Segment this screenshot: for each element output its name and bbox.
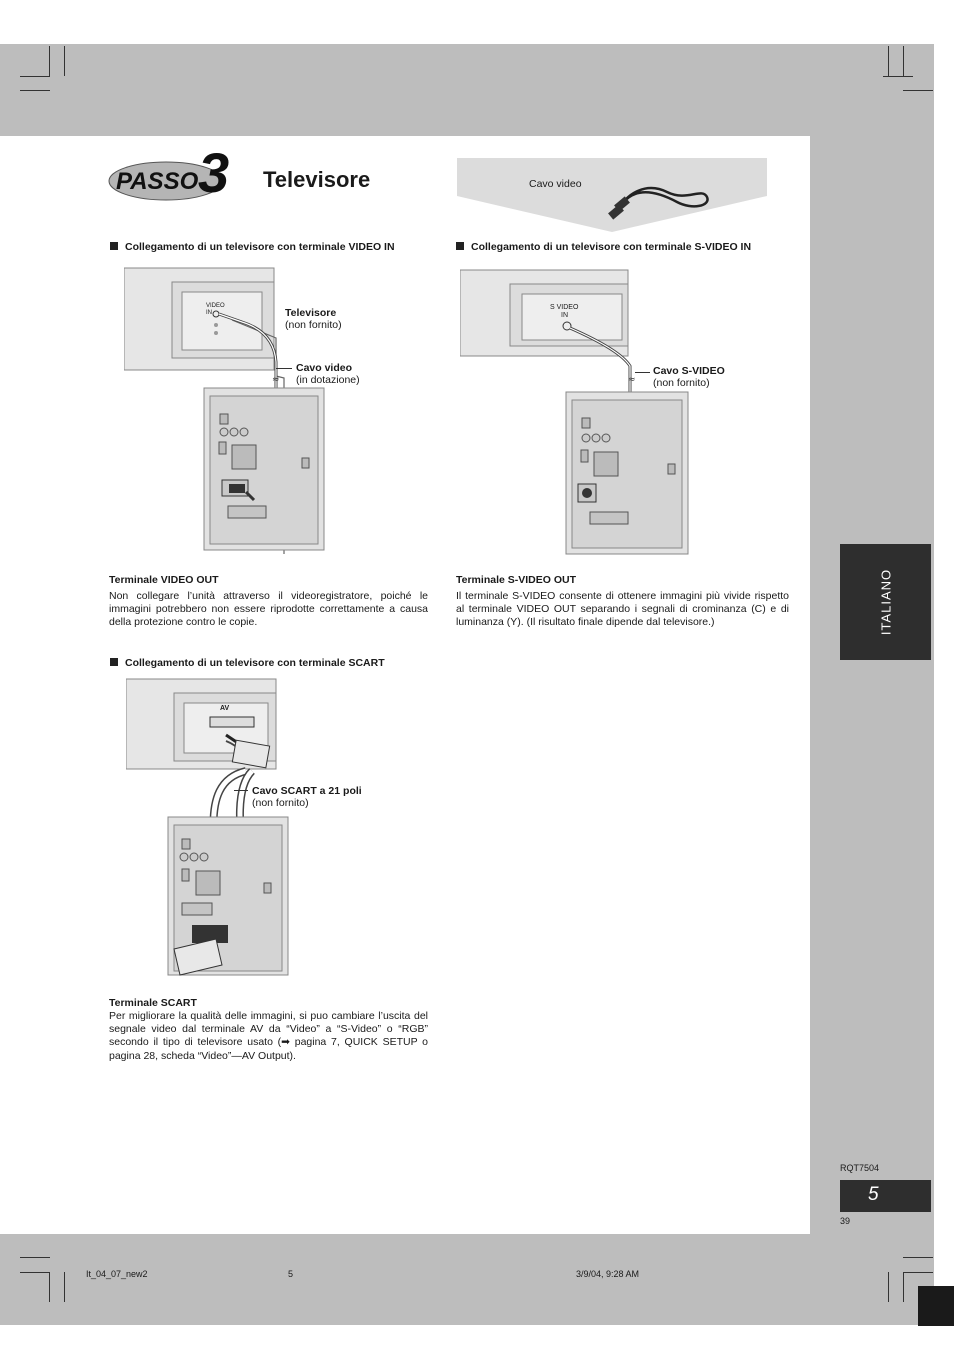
video-in-diagram bbox=[124, 262, 454, 554]
s-video-in-diagram bbox=[460, 266, 700, 558]
language-tab-label: ITALIANO bbox=[878, 568, 893, 636]
scart-heading bbox=[110, 657, 385, 669]
bullet-square-icon bbox=[110, 242, 118, 250]
callout-cavo-video-note: (in dotazione) bbox=[296, 374, 360, 386]
video-in-heading bbox=[110, 241, 395, 253]
s-video-in-heading-text: Collegamento di un televisore con terminale S-VIDEO IN bbox=[471, 241, 752, 253]
top-margin-band bbox=[0, 44, 934, 136]
language-tab bbox=[840, 544, 931, 660]
passo-word: PASSO bbox=[116, 168, 199, 195]
footer-page: 5 bbox=[288, 1269, 294, 1279]
page-title: Televisore bbox=[263, 167, 371, 192]
callout-cavo-video bbox=[296, 362, 360, 386]
bottom-margin-band bbox=[0, 1234, 934, 1325]
callout-cavo-scart-bold: Cavo SCART a 21 poli bbox=[252, 785, 362, 797]
passo-number: 3 bbox=[198, 141, 230, 204]
video-cable-icon bbox=[607, 172, 717, 222]
video-in-jack-label: VIDEO bbox=[206, 303, 225, 309]
callout-televisore bbox=[285, 307, 342, 331]
svg-text:≈: ≈ bbox=[628, 375, 636, 385]
s-video-in-heading bbox=[456, 241, 751, 253]
callout-cavo-s-video-note: (non fornito) bbox=[653, 377, 710, 389]
callout-line bbox=[234, 790, 248, 791]
cable-banner-label: Cavo video bbox=[529, 178, 582, 190]
callout-cavo-s-video bbox=[653, 365, 725, 389]
s-video-out-title: Terminale S-VIDEO OUT bbox=[456, 574, 576, 586]
doc-code: RQT7504 bbox=[840, 1163, 880, 1173]
page-sub-number: 39 bbox=[840, 1216, 851, 1226]
cable-banner bbox=[457, 158, 767, 234]
bullet-square-icon bbox=[110, 658, 118, 666]
video-in-jack-label-in: IN bbox=[206, 310, 212, 316]
right-margin-band bbox=[810, 136, 934, 1234]
scart-title: Terminale SCART bbox=[109, 997, 197, 1009]
passo-logo bbox=[108, 141, 243, 206]
video-out-body: Non collegare l’unità attraverso il videoregistratore, poiché le immagini potrebbero non essere riprodotte correttamente a causa della protezione contro le copie. bbox=[109, 590, 428, 629]
callout-line bbox=[276, 368, 292, 369]
bullet-square-icon bbox=[456, 242, 464, 250]
video-in-heading-text: Collegamento di un televisore con terminale VIDEO IN bbox=[125, 241, 395, 253]
page-number-box bbox=[840, 1180, 931, 1212]
s-video-jack-label-in: IN bbox=[561, 312, 568, 319]
scart-heading-text: Collegamento di un televisore con terminale SCART bbox=[125, 657, 385, 669]
callout-cavo-scart bbox=[252, 785, 362, 809]
callout-cavo-s-video-bold: Cavo S-VIDEO bbox=[653, 365, 725, 377]
svg-text:≈: ≈ bbox=[272, 375, 280, 385]
callout-televisore-bold: Televisore bbox=[285, 307, 337, 319]
callout-cavo-video-bold: Cavo video bbox=[296, 362, 353, 374]
corner-block bbox=[918, 1286, 954, 1326]
scart-body: Per migliorare la qualità delle immagini, si puo cambiare l’uscita del segnale video dal terminale AV da “Video” a “S-Video” o “RGB” secondo il tipo di televisore usato (➡ pagina 7, QUICK SETUP o pagina 28, scheda “Video”—AV Output). bbox=[109, 1010, 428, 1062]
page-number: 5 bbox=[868, 1184, 879, 1205]
callout-televisore-note: (non fornito) bbox=[285, 319, 342, 331]
footer-file: It_04_07_new2 bbox=[86, 1269, 148, 1279]
s-video-jack-label: S VIDEO bbox=[550, 304, 579, 311]
footer-timestamp: 3/9/04, 9:28 AM bbox=[576, 1269, 640, 1279]
s-video-out-body: Il terminale S-VIDEO consente di ottenere immagini più vivide rispetto al terminale VIDEO OUT separando i segnali di crominanza (C) e di luminanza (Y). (Il risultato finale dipende dal televisore.) bbox=[456, 590, 789, 629]
scart-diagram bbox=[126, 677, 296, 977]
scart-jack-label: AV bbox=[220, 705, 230, 712]
callout-line bbox=[635, 372, 650, 373]
video-out-title: Terminale VIDEO OUT bbox=[109, 574, 219, 586]
callout-cavo-scart-note: (non fornito) bbox=[252, 797, 309, 809]
